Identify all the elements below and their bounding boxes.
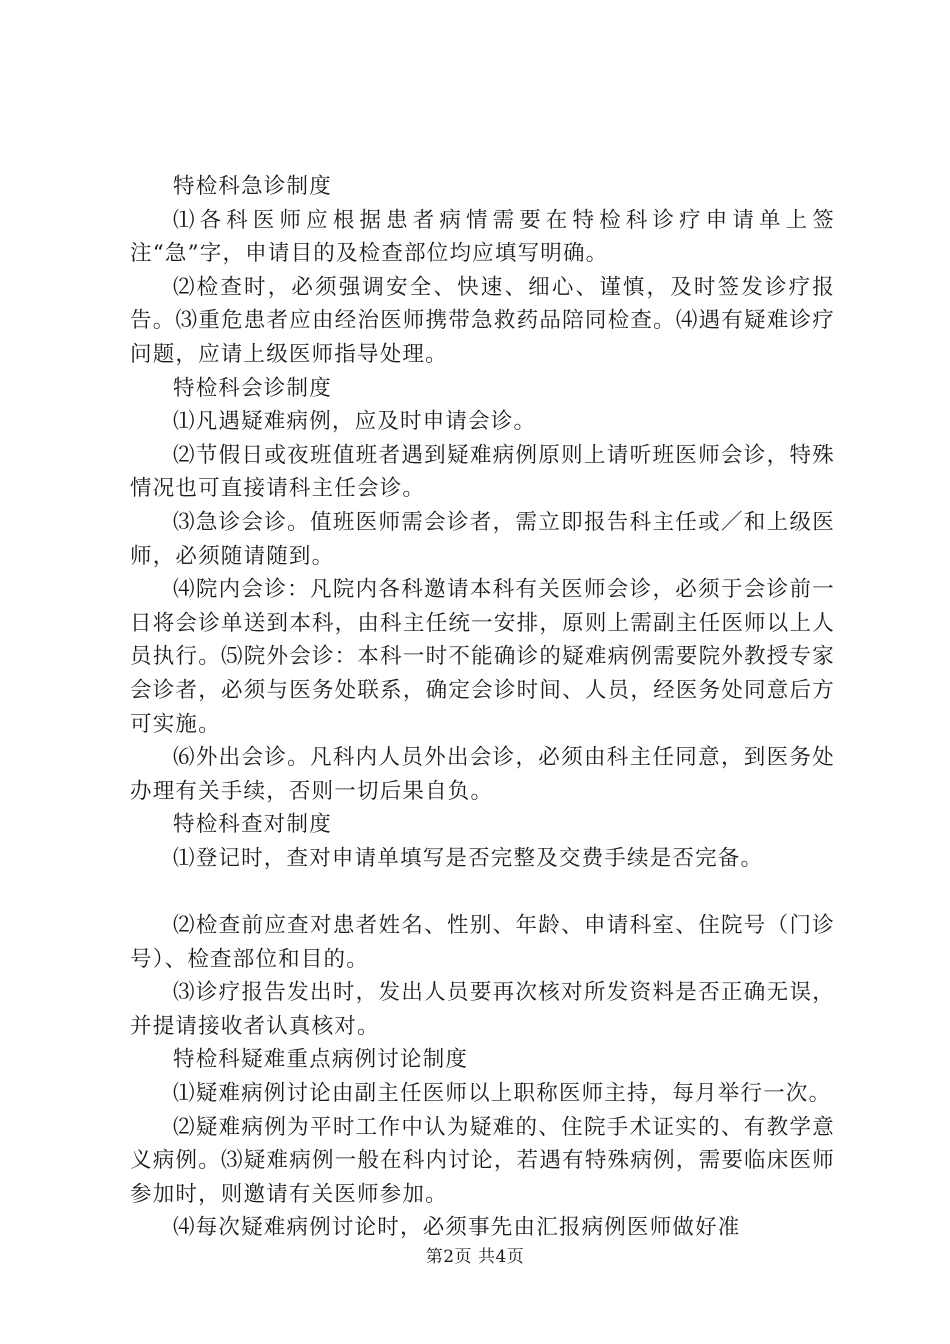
section-heading: 特检科会诊制度 [173, 375, 332, 401]
paragraph: ⑶急诊会诊。值班医师需会诊者，需立即报告科主任或／和上级医师，必须随请随到。 [130, 509, 835, 569]
blank-line [130, 875, 835, 909]
paragraph: ⑴登记时，查对申请单填写是否完整及交费手续是否完备。 [173, 845, 764, 871]
paragraph: ⑴疑难病例讨论由副主任医师以上职称医师主持，每月举行一次。 [173, 1081, 832, 1107]
section-consultation [130, 372, 835, 809]
page-footer: 第2页 共4页 [425, 1247, 525, 1267]
document-body [130, 170, 835, 1245]
paragraph: ⑵检查时，必须强调安全、快速、细心、谨慎，及时签发诊疗报告。⑶重危患者应由经治医师携带急救药品陪同检查。⑷遇有疑难诊疗问题，应请上级医师指导处理。 [130, 274, 835, 367]
section-case-discussion [130, 1043, 835, 1245]
section-emergency [130, 170, 835, 372]
section-verification [130, 808, 835, 1043]
paragraph: ⑵疑难病例为平时工作中认为疑难的、住院手术证实的、有教学意义病例。⑶疑难病例一般在科内讨论，若遇有特殊病例，需要临床医师参加时，则邀请有关医师参加。 [130, 1114, 835, 1207]
paragraph: ⑵检查前应查对患者姓名、性别、年龄、申请科室、住院号（门诊号）、检查部位和目的。 [130, 913, 835, 972]
paragraph: ⑷院内会诊：凡院内各科邀请本科有关医师会诊，必须于会诊前一日将会诊单送到本科，由科主任统一安排，原则上需副主任医师以上人员执行。⑸院外会诊：本科一时不能确诊的疑难病例需要院外教授专家会诊者，必须与医务处联系，确定会诊时间、人员，经医务处同意后方可实施。 [130, 577, 835, 737]
paragraph: ⑷每次疑难病例讨论时，必须事先由汇报病例医师做好准 [173, 1215, 741, 1241]
paragraph: ⑶诊疗报告发出时，发出人员要再次核对所发资料是否正确无误，并提请接收者认真核对。 [130, 980, 835, 1039]
section-heading: 特检科疑难重点病例讨论制度 [173, 1047, 469, 1073]
paragraph: ⑴各科医师应根据患者病情需要在特检科诊疗申请单上签注“急”字，申请目的及检查部位均应填写明确。 [130, 207, 835, 267]
paragraph: ⑹外出会诊。凡科内人员外出会诊，必须由科主任同意，到医务处办理有关手续，否则一切后果自负。 [130, 745, 835, 804]
paragraph: ⑴凡遇疑难病例，应及时申请会诊。 [173, 409, 537, 435]
section-heading: 特检科急诊制度 [173, 174, 332, 199]
paragraph: ⑵节假日或夜班值班者遇到疑难病例原则上请听班医师会诊，特殊情况也可直接请科主任会诊。 [130, 442, 835, 502]
section-heading: 特检科查对制度 [173, 812, 332, 838]
